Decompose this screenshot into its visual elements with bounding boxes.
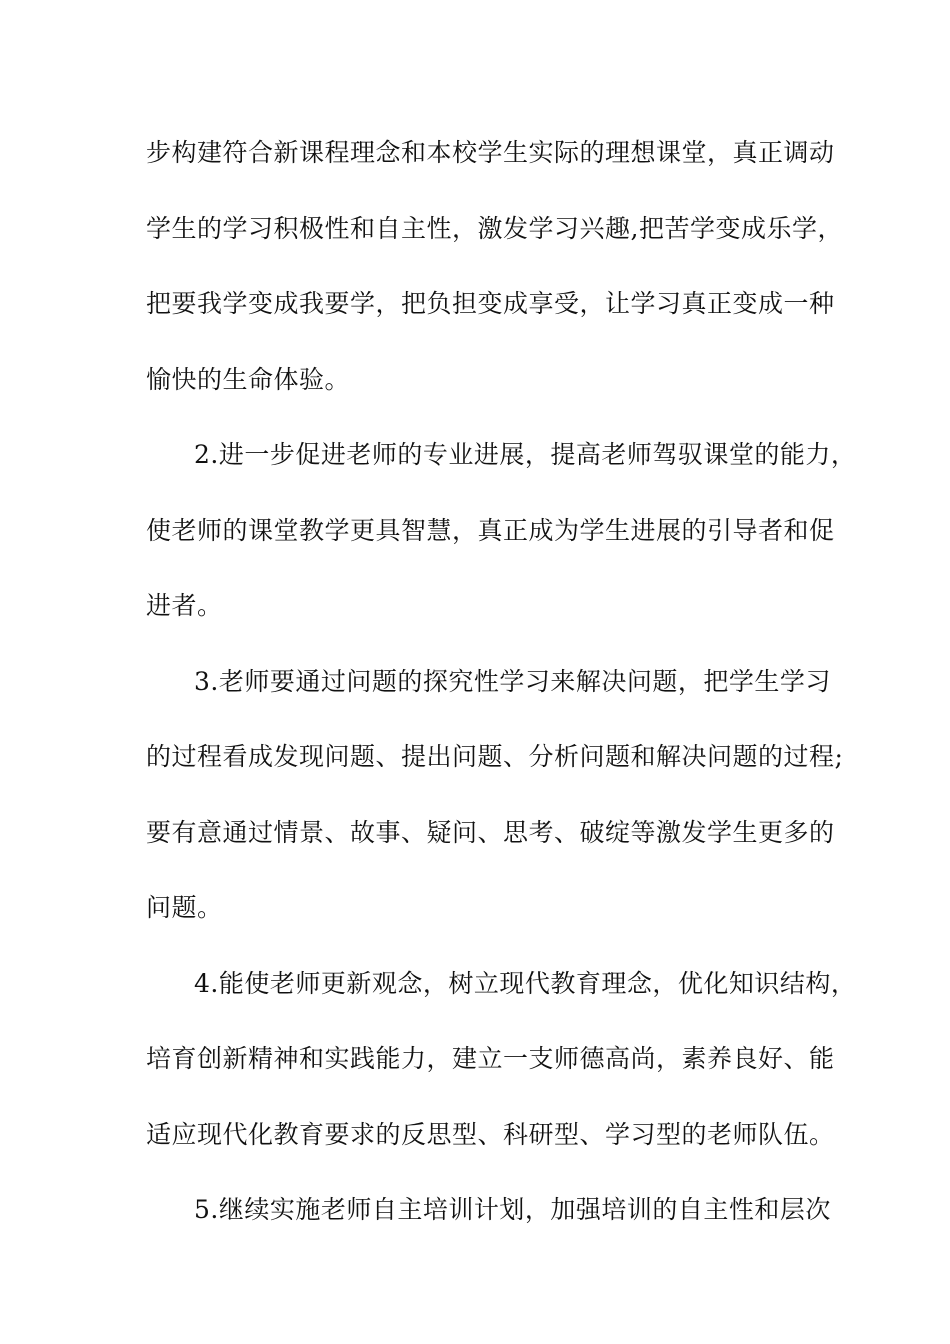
text-line: 进者。 [146,591,223,620]
text-line: 的过程看成发现问题、提出问题、分析问题和解决问题的过程; [146,742,844,771]
text-line: 问题。 [146,893,223,922]
text-line: 3.老师要通过问题的探究性学习来解决问题，把学生学习 [194,666,831,696]
text-line: 学生的学习积极性和自主性，激发学习兴趣,把苦学变成乐学， [146,213,843,243]
text-line: 5.继续实施老师自主培训计划，加强培训的自主性和层次 [194,1195,831,1224]
text-line: 适应现代化教育要求的反思型、科研型、学习型的老师队伍。 [146,1119,835,1149]
text-line: 愉快的生命体验。 [146,364,351,394]
text-line: 步构建符合新课程理念和本校学生实际的理想课堂，真正调动 [146,138,835,167]
body-text [146,133,857,1266]
text-line: 4.能使老师更新观念，树立现代教育理念，优化知识结构， [194,968,857,998]
text-line: 把要我学变成我要学，把负担变成享受，让学习真正变成一种 [146,289,835,318]
text-line: 使老师的课堂教学更具智慧，真正成为学生进展的引导者和促 [146,515,835,545]
text-line: 培育创新精神和实践能力，建立一支师德高尚，素养良好、能 [146,1044,835,1073]
text-line: 2.进一步促进老师的专业进展，提高老师驾驭课堂的能力， [194,440,857,469]
text-line: 要有意通过情景、故事、疑问、思考、破绽等激发学生更多的 [146,817,835,847]
